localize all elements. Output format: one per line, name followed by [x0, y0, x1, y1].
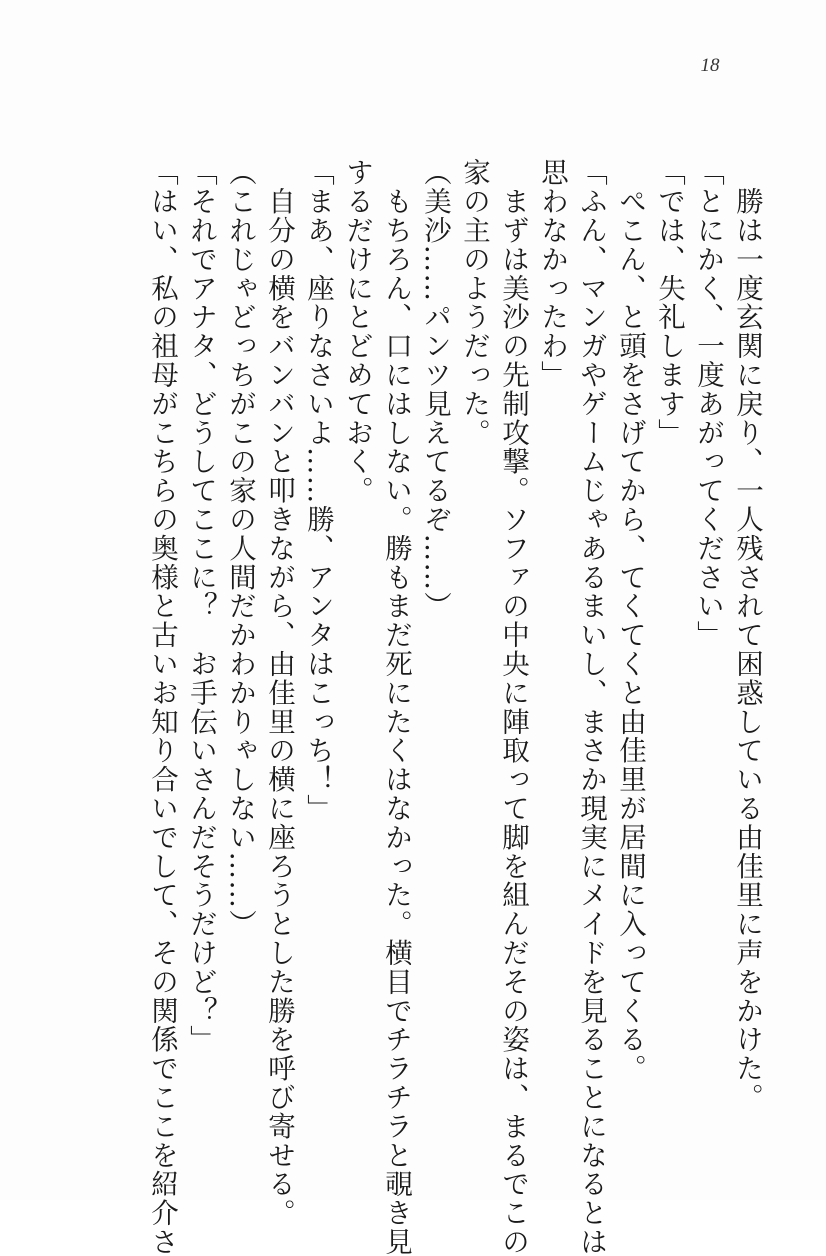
text-line: 「ふん、マンガやゲームじゃあるまいし、まさか現実にメイドを見ることになるとは: [575, 158, 607, 1256]
text-line: （美沙……パンツ見えてるぞ……）: [419, 158, 451, 621]
text-line: 「では、失礼します」: [653, 158, 685, 447]
text-line: 「まあ、座りなさいよ……勝、アンタはこっち！」: [302, 158, 334, 823]
text-line: するだけにとどめておく。: [341, 158, 373, 505]
text-line: 勝は一度玄関に戻り、一人残されて困惑している由佳里に声をかけた。: [731, 158, 763, 1112]
text-line: まずは美沙の先制攻撃。ソファの中央に陣取って脚を組んだその姿は、まるでこの: [497, 158, 529, 1256]
page-number: 18: [700, 55, 720, 76]
text-line: 自分の横をバンバンと叩きながら、由佳里の横に座ろうとした勝を呼び寄せる。: [263, 158, 295, 1228]
text-line: 家の主のようだった。: [458, 158, 490, 447]
text-line: 「それでアナタ、どうしてここに？ お手伝いさんだそうだけど？」: [185, 158, 217, 1054]
text-line: （これじゃどっちがこの家の人間だかわかりゃしない……）: [224, 158, 256, 939]
text-line: 「はい、私の祖母がこちらの奥様と古いお知り合いでして、その関係でここを紹介さ: [146, 158, 178, 1256]
text-line: ぺこん、と頭をさげてから、てくてくと由佳里が居間に入ってくる。: [614, 158, 646, 1083]
vertical-text-block: [142, 158, 766, 1256]
text-line: 思わなかったわ」: [536, 158, 568, 390]
text-line: もちろん、口にはしない。勝もまだ死にたくはなかった。横目でチラチラと覗き見: [380, 158, 412, 1256]
text-line: 「とにかく、一度あがってください」: [692, 158, 724, 650]
